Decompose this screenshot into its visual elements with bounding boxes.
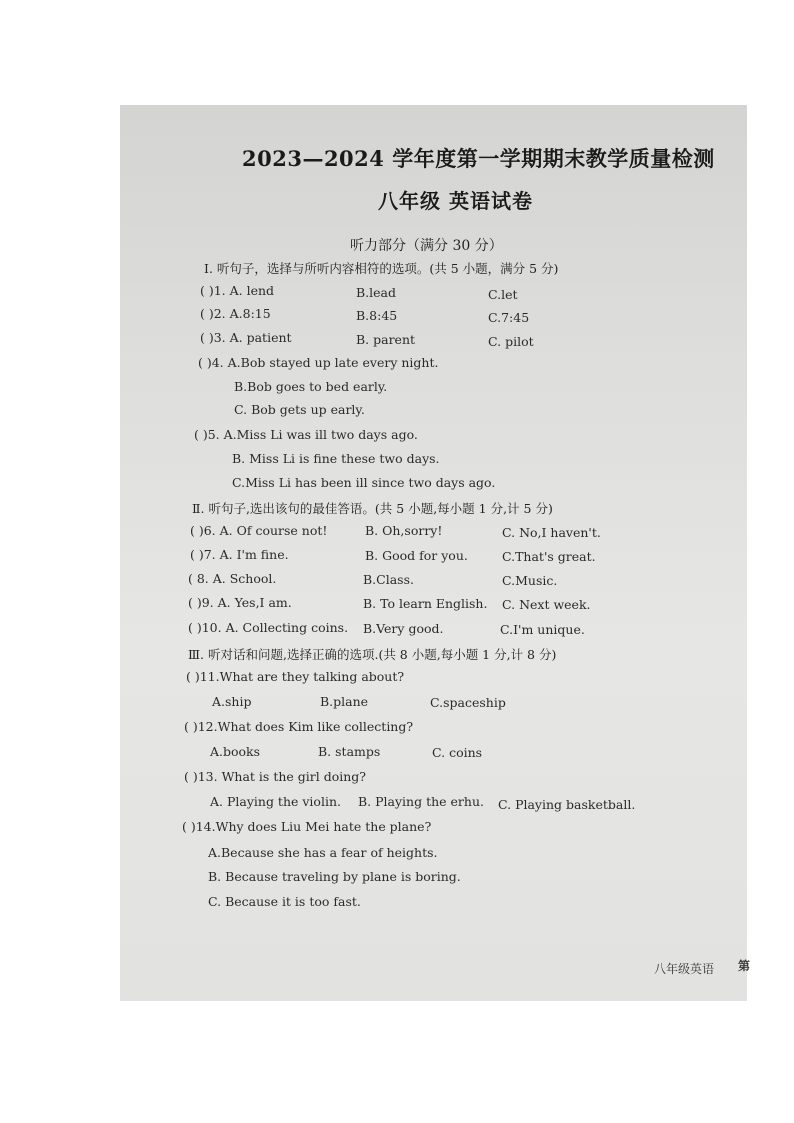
q14-question: ( )14.Why does Liu Mei hate the plane? bbox=[182, 819, 432, 834]
q6-option-a: ( )6. A. Of course not! bbox=[190, 523, 328, 538]
listening-title: 听力部分（满分 30 分） bbox=[350, 238, 503, 254]
section-3-heading: Ⅲ. 听对话和问题,选择正确的选项.(共 8 小题,每小题 1 分,计 8 分) bbox=[188, 647, 557, 662]
q10-option-c: C.I'm unique. bbox=[500, 622, 585, 637]
q2-option-a: ( )2. A.8:15 bbox=[200, 306, 271, 321]
q3-option-b: B. parent bbox=[356, 332, 416, 347]
q2-option-b: B.8:45 bbox=[356, 308, 398, 323]
q13-option-b: B. Playing the erhu. bbox=[358, 794, 484, 809]
q2-option-c: C.7:45 bbox=[488, 310, 530, 325]
q6-option-c: C. No,I haven't. bbox=[502, 525, 601, 540]
q1-option-c: C.let bbox=[488, 287, 518, 302]
q13-option-a: A. Playing the violin. bbox=[210, 794, 341, 809]
q14-option-b: B. Because traveling by plane is boring. bbox=[208, 869, 461, 884]
footer-page-mark: 第 bbox=[738, 959, 751, 973]
q3-option-c: C. pilot bbox=[488, 334, 534, 349]
q5-option-b: B. Miss Li is fine these two days. bbox=[232, 451, 440, 466]
q11-option-c: C.spaceship bbox=[430, 695, 506, 710]
section-2-heading: Ⅱ. 听句子,选出该句的最佳答语。(共 5 小题,每小题 1 分,计 5 分) bbox=[192, 501, 553, 516]
q5-option-a: ( )5. A.Miss Li was ill two days ago. bbox=[194, 427, 418, 442]
q7-option-b: B. Good for you. bbox=[365, 548, 468, 563]
q12-question: ( )12.What does Kim like collecting? bbox=[184, 719, 414, 734]
q4-option-a: ( )4. A.Bob stayed up late every night. bbox=[198, 355, 439, 370]
q11-option-a: A.ship bbox=[212, 694, 252, 709]
q13-option-c: C. Playing basketball. bbox=[498, 797, 636, 812]
exam-paper-photo bbox=[120, 105, 751, 1001]
q3-option-a: ( )3. A. patient bbox=[200, 330, 292, 345]
footer-label: 八年级英语 bbox=[654, 962, 715, 976]
q1-option-a: ( )1. A. lend bbox=[200, 283, 275, 298]
q10-option-a: ( )10. A. Collecting coins. bbox=[188, 620, 349, 635]
q11-option-b: B.plane bbox=[320, 694, 369, 709]
q6-option-b: B. Oh,sorry! bbox=[365, 523, 443, 538]
q8-option-b: B.Class. bbox=[363, 572, 414, 587]
q5-option-c: C.Miss Li has been ill since two days ago. bbox=[232, 475, 496, 490]
q14-option-a: A.Because she has a fear of heights. bbox=[208, 845, 438, 860]
q7-option-c: C.That's great. bbox=[502, 549, 596, 564]
q4-option-b: B.Bob goes to bed early. bbox=[234, 379, 388, 394]
q12-option-c: C. coins bbox=[432, 745, 483, 760]
q11-question: ( )11.What are they talking about? bbox=[186, 669, 405, 684]
q10-option-b: B.Very good. bbox=[363, 621, 444, 636]
q8-option-a: ( 8. A. School. bbox=[188, 571, 277, 586]
q7-option-a: ( )7. A. I'm fine. bbox=[190, 547, 289, 562]
q14-option-c: C. Because it is too fast. bbox=[208, 894, 361, 909]
q8-option-c: C.Music. bbox=[502, 573, 558, 588]
q9-option-c: C. Next week. bbox=[502, 597, 591, 612]
q13-question: ( )13. What is the girl doing? bbox=[184, 769, 366, 784]
q4-option-c: C. Bob gets up early. bbox=[234, 402, 365, 417]
q12-option-b: B. stamps bbox=[318, 744, 381, 759]
exam-title: 2023—2024 学年度第一学期期末教学质量检测 bbox=[242, 146, 715, 171]
q1-option-b: B.lead bbox=[356, 285, 397, 300]
q12-option-a: A.books bbox=[210, 744, 261, 759]
q9-option-a: ( )9. A. Yes,I am. bbox=[188, 595, 292, 610]
section-1-heading: Ⅰ. 听句子，选择与所听内容相符的选项。(共 5 小题，满分 5 分) bbox=[204, 261, 559, 276]
q9-option-b: B. To learn English. bbox=[363, 596, 488, 611]
exam-subtitle: 八年级 英语试卷 bbox=[378, 189, 533, 213]
